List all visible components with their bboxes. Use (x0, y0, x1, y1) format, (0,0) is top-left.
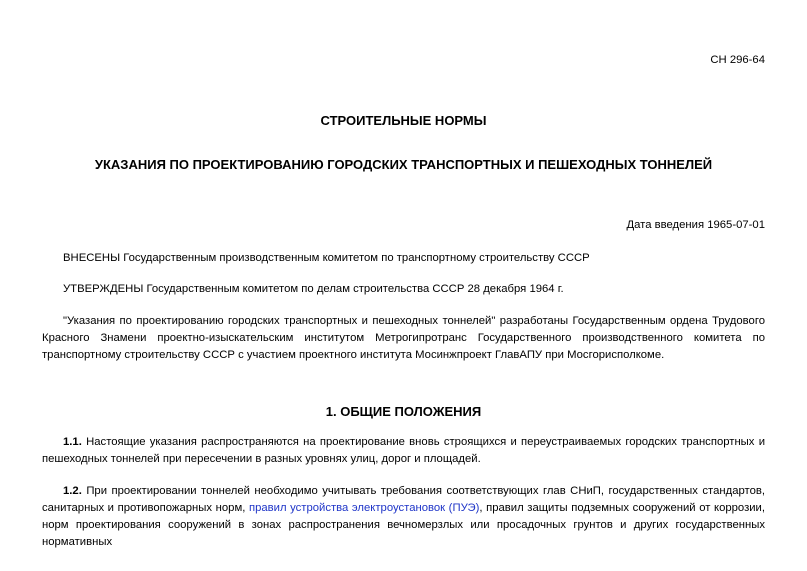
approved-by-paragraph: УТВЕРЖДЕНЫ Государственным комитетом по делам строительства СССР 28 декабря 1964 г. (63, 283, 564, 295)
document-code: СН 296-64 (710, 54, 765, 66)
clause-1-2 (42, 483, 765, 551)
clause-1-1 (42, 434, 765, 468)
clause-number: 1.2. (63, 485, 82, 497)
clause-text-after-link: , правил защиты подземных сооружений от коррозии, норм проектирования сооружений в зонах распространения вечномерзлых или просадочных грунтов и других государственных нормативных (42, 502, 766, 548)
pue-rules-link[interactable]: правил устройства электроустановок (ПУЭ) (248, 502, 480, 514)
norms-heading: СТРОИТЕЛЬНЫЕ НОРМЫ (320, 113, 487, 128)
clause-text-before-link: При проектировании тоннелей необходимо учитывать требования соответствующих глав СНиП, государственных стандартов, санитарных и противопожарных норм, (42, 485, 766, 514)
introduced-by-paragraph: ВНЕСЕНЫ Государственным производственным комитетом по транспортному строительству СССР (63, 252, 590, 264)
clause-number: 1.1. (63, 436, 82, 448)
section-heading: 1. ОБЩИЕ ПОЛОЖЕНИЯ (325, 404, 482, 419)
document-title: УКАЗАНИЯ ПО ПРОЕКТИРОВАНИЮ ГОРОДСКИХ ТРАНСПОРТНЫХ И ПЕШЕХОДНЫХ ТОННЕЛЕЙ (94, 157, 713, 172)
introduction-date: Дата введения 1965-07-01 (626, 219, 765, 231)
clause-text: Настоящие указания распространяются на проектирование вновь строящихся и переустраиваемых городских транспортных и пешеходных тоннелей при пересечении в разных уровнях улиц, дорог и площадей. (42, 436, 766, 465)
developed-by-paragraph: "Указания по проектированию городских транспортных и пешеходных тоннелей" разработаны Государственным ордена Трудового Красного Знамени проектно-изыскательским институтом Метрогипротранс Государственного производственного комитета по транспортному строительству СССР с участием проектного института Мосинжпроект ГлавАПУ при Мосгорисполкоме. (42, 315, 765, 361)
